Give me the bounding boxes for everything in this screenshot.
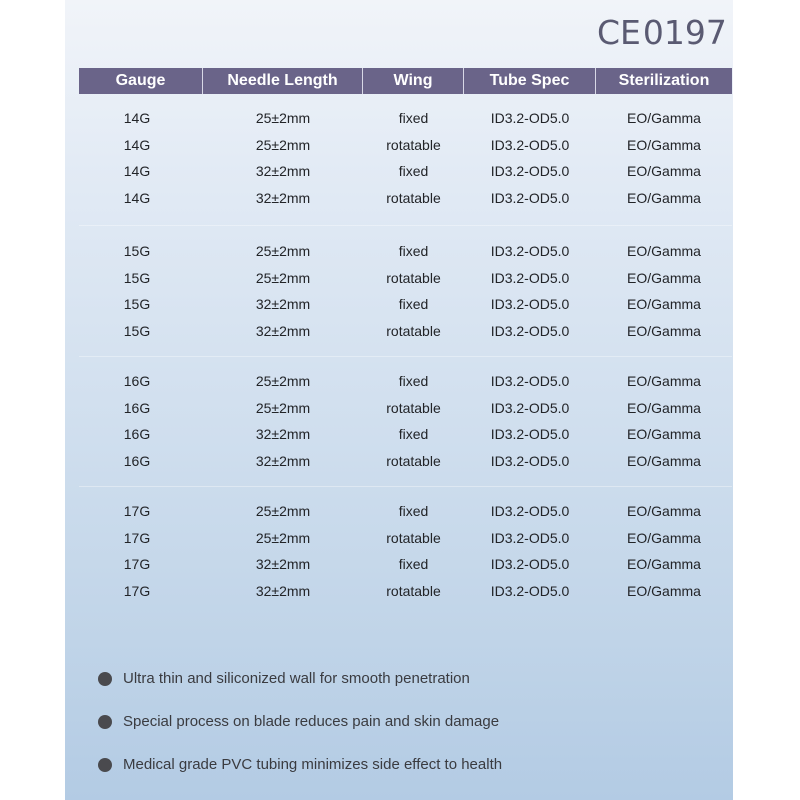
cell-gauge: 16G	[123, 373, 151, 390]
cell-sterilization: EO/Gamma	[627, 529, 701, 546]
cell-tube-spec: ID3.2-OD5.0	[490, 556, 570, 573]
table-row	[79, 578, 732, 605]
cell-tube-spec: ID3.2-OD5.0	[490, 529, 570, 546]
cell-sterilization: EO/Gamma	[627, 269, 701, 286]
table-row	[79, 318, 732, 345]
cell-wing: rotatable	[386, 269, 441, 286]
cell-wing: fixed	[398, 373, 429, 390]
cell-gauge: 16G	[123, 399, 151, 416]
cell-gauge: 17G	[123, 529, 151, 546]
cell-sterilization: EO/Gamma	[627, 136, 701, 153]
cell-tube-spec: ID3.2-OD5.0	[490, 269, 570, 286]
cell-tube-spec: ID3.2-OD5.0	[490, 399, 570, 416]
cell-sterilization: EO/Gamma	[627, 190, 701, 207]
bullet-dot-icon	[98, 672, 112, 686]
table-row	[79, 525, 732, 552]
bullet-dot-icon	[98, 758, 112, 772]
table-row	[79, 265, 732, 292]
ce-certification	[597, 12, 727, 52]
cell-needle-length: 32±2mm	[255, 190, 311, 207]
table-row	[79, 158, 732, 185]
group-divider	[79, 225, 732, 226]
table-row	[79, 132, 732, 159]
cell-sterilization: EO/Gamma	[627, 453, 701, 470]
cell-wing: rotatable	[386, 453, 441, 470]
group-divider	[79, 356, 732, 357]
cell-wing: fixed	[398, 426, 429, 443]
cell-sterilization: EO/Gamma	[627, 503, 701, 520]
table-row	[79, 498, 732, 525]
cell-wing: fixed	[398, 163, 429, 180]
cell-gauge: 17G	[123, 503, 151, 520]
feature-text: Medical grade PVC tubing minimizes side effect to health	[123, 756, 503, 773]
cell-needle-length: 25±2mm	[255, 399, 311, 416]
cell-needle-length: 32±2mm	[255, 556, 311, 573]
cell-sterilization: EO/Gamma	[627, 583, 701, 600]
cell-tube-spec: ID3.2-OD5.0	[490, 243, 570, 260]
ce-number: 0197	[642, 12, 727, 52]
feature-text: Ultra thin and siliconized wall for smooth penetration	[123, 670, 470, 687]
header-needle-length: Needle Length	[203, 68, 363, 94]
cell-tube-spec: ID3.2-OD5.0	[490, 110, 570, 127]
table-row	[79, 105, 732, 132]
cell-gauge: 17G	[123, 556, 151, 573]
cell-tube-spec: ID3.2-OD5.0	[490, 453, 570, 470]
feature-text: Special process on blade reduces pain and skin damage	[123, 713, 500, 730]
feature-item	[98, 743, 698, 786]
cell-sterilization: EO/Gamma	[627, 163, 701, 180]
cell-gauge: 14G	[123, 110, 151, 127]
table-row	[79, 551, 732, 578]
cell-sterilization: EO/Gamma	[627, 399, 701, 416]
cell-tube-spec: ID3.2-OD5.0	[490, 503, 570, 520]
cell-wing: fixed	[398, 556, 429, 573]
cell-gauge: 14G	[123, 163, 151, 180]
cell-wing: rotatable	[386, 190, 441, 207]
table-group-15g	[79, 238, 732, 344]
cell-needle-length: 32±2mm	[255, 426, 311, 443]
feature-list	[98, 657, 698, 786]
cell-needle-length: 25±2mm	[255, 503, 311, 520]
cell-tube-spec: ID3.2-OD5.0	[490, 323, 570, 340]
ce-mark-icon: CE	[597, 12, 641, 52]
cell-tube-spec: ID3.2-OD5.0	[490, 136, 570, 153]
cell-sterilization: EO/Gamma	[627, 556, 701, 573]
cell-tube-spec: ID3.2-OD5.0	[490, 190, 570, 207]
cell-wing: fixed	[398, 503, 429, 520]
feature-item	[98, 657, 698, 700]
header-tube-spec: Tube Spec	[464, 68, 596, 94]
cell-gauge: 14G	[123, 190, 151, 207]
header-gauge: Gauge	[79, 68, 203, 94]
cell-sterilization: EO/Gamma	[627, 323, 701, 340]
cell-sterilization: EO/Gamma	[627, 243, 701, 260]
cell-wing: fixed	[398, 243, 429, 260]
feature-item	[98, 700, 698, 743]
cell-gauge: 15G	[123, 269, 151, 286]
cell-sterilization: EO/Gamma	[627, 426, 701, 443]
table-group-16g	[79, 368, 732, 474]
cell-needle-length: 25±2mm	[255, 529, 311, 546]
cell-sterilization: EO/Gamma	[627, 296, 701, 313]
cell-wing: fixed	[398, 296, 429, 313]
cell-wing: rotatable	[386, 583, 441, 600]
header-sterilization: Sterilization	[618, 72, 710, 89]
cell-needle-length: 25±2mm	[255, 136, 311, 153]
cell-gauge: 15G	[123, 243, 151, 260]
group-divider	[79, 486, 732, 487]
cell-sterilization: EO/Gamma	[627, 373, 701, 390]
table-row	[79, 421, 732, 448]
cell-wing: rotatable	[386, 136, 441, 153]
cell-tube-spec: ID3.2-OD5.0	[490, 426, 570, 443]
cell-needle-length: 32±2mm	[255, 163, 311, 180]
cell-gauge: 15G	[123, 296, 151, 313]
cell-needle-length: 32±2mm	[255, 453, 311, 470]
table-row	[79, 291, 732, 318]
cell-tube-spec: ID3.2-OD5.0	[490, 163, 570, 180]
table-header	[79, 68, 732, 94]
cell-needle-length: 32±2mm	[255, 583, 311, 600]
table-row	[79, 395, 732, 422]
cell-needle-length: 25±2mm	[255, 243, 311, 260]
cell-gauge: 16G	[123, 426, 151, 443]
table-group-14g	[79, 105, 732, 211]
cell-needle-length: 32±2mm	[255, 323, 311, 340]
cell-needle-length: 25±2mm	[255, 110, 311, 127]
cell-wing: rotatable	[386, 529, 441, 546]
table-row	[79, 448, 732, 475]
cell-needle-length: 25±2mm	[255, 269, 311, 286]
header-wing: Wing	[363, 68, 464, 94]
cell-sterilization: EO/Gamma	[627, 110, 701, 127]
cell-wing: rotatable	[386, 323, 441, 340]
cell-wing: rotatable	[386, 399, 441, 416]
bullet-dot-icon	[98, 715, 112, 729]
cell-tube-spec: ID3.2-OD5.0	[490, 583, 570, 600]
cell-needle-length: 25±2mm	[255, 373, 311, 390]
cell-gauge: 16G	[123, 453, 151, 470]
table-row	[79, 368, 732, 395]
table-group-17g	[79, 498, 732, 604]
table-row	[79, 238, 732, 265]
cell-gauge: 14G	[123, 136, 151, 153]
cell-tube-spec: ID3.2-OD5.0	[490, 296, 570, 313]
cell-tube-spec: ID3.2-OD5.0	[490, 373, 570, 390]
cell-gauge: 15G	[123, 323, 151, 340]
cell-wing: fixed	[398, 110, 429, 127]
cell-gauge: 17G	[123, 583, 151, 600]
cell-needle-length: 32±2mm	[255, 296, 311, 313]
table-row	[79, 185, 732, 212]
